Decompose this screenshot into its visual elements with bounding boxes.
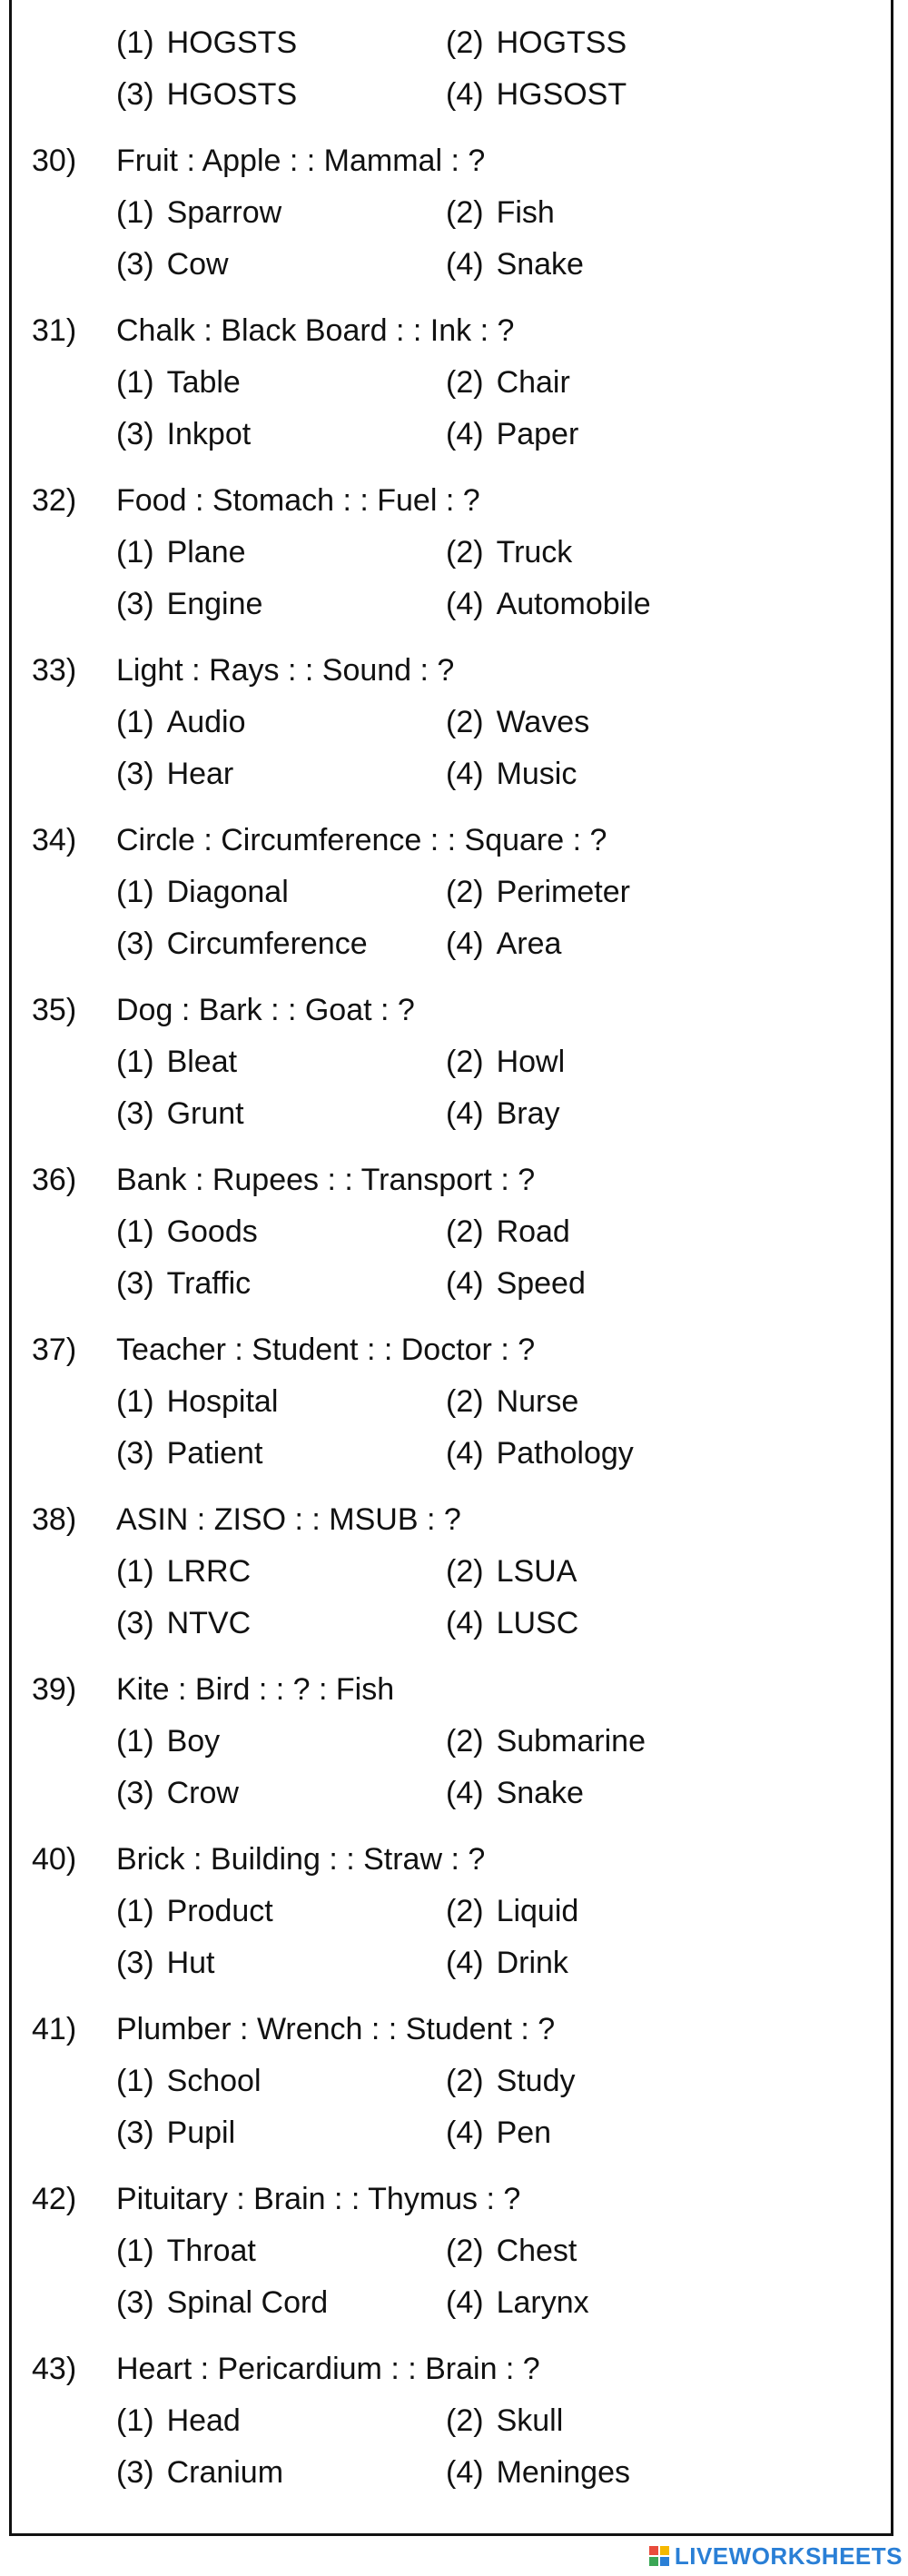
answer-option <box>116 2115 235 2151</box>
option-text: LRRC <box>166 1554 252 1589</box>
option-text: Nurse <box>496 1384 579 1419</box>
option-number: (4) <box>446 587 484 621</box>
question-number: 36) <box>32 1163 77 1197</box>
answer-option <box>446 416 578 452</box>
option-text: Paper <box>496 417 579 451</box>
option-row <box>12 25 891 61</box>
answer-option <box>446 2454 630 2491</box>
answer-option <box>116 534 246 570</box>
answer-option <box>446 1095 559 1132</box>
option-number: (4) <box>446 926 484 961</box>
option-number: (2) <box>446 1554 484 1589</box>
option-text: NTVC <box>166 1606 252 1640</box>
option-row <box>12 2403 891 2439</box>
answer-option <box>446 874 630 910</box>
option-number: (4) <box>446 1436 484 1471</box>
option-row <box>12 2284 891 2321</box>
option-number: (4) <box>446 417 484 451</box>
option-number: (1) <box>116 1384 154 1419</box>
option-number: (2) <box>446 2403 484 2438</box>
answer-option <box>446 1605 578 1641</box>
option-number: (2) <box>446 2064 484 2098</box>
option-text: HOGSTS <box>166 25 298 60</box>
option-text: Hut <box>166 1946 215 1980</box>
option-number: (4) <box>446 1946 484 1980</box>
option-number: (1) <box>116 2234 154 2268</box>
answer-option <box>446 1553 577 1590</box>
option-number: (4) <box>446 1776 484 1810</box>
option-number: (1) <box>116 1894 154 1928</box>
answer-option <box>446 1893 578 1929</box>
option-number: (2) <box>446 365 484 400</box>
option-text: Study <box>496 2064 576 2098</box>
answer-option <box>116 704 246 740</box>
question-row <box>12 1671 891 1708</box>
question-row <box>12 143 891 179</box>
option-row <box>12 586 891 622</box>
option-number: (2) <box>446 2234 484 2268</box>
option-number: (2) <box>446 1384 484 1419</box>
option-text: Goods <box>166 1214 258 1249</box>
option-text: Drink <box>496 1946 568 1980</box>
option-row <box>12 2063 891 2099</box>
answer-option <box>446 534 572 570</box>
question-text: Dog : Bark : : Goat : ? <box>116 993 415 1027</box>
answer-option <box>116 1553 251 1590</box>
option-row <box>12 1775 891 1811</box>
option-number: (4) <box>446 2115 484 2150</box>
option-text: Bray <box>496 1096 560 1131</box>
answer-option <box>446 2284 589 2321</box>
option-number: (4) <box>446 2285 484 2320</box>
question-row <box>12 1841 891 1878</box>
answer-option <box>446 1214 570 1250</box>
option-text: Perimeter <box>496 875 630 909</box>
answer-option <box>446 926 561 962</box>
question-number: 41) <box>32 2012 77 2046</box>
question-row <box>12 822 891 858</box>
option-text: HGSOST <box>496 77 627 112</box>
option-number: (3) <box>116 1776 154 1810</box>
option-text: Chair <box>496 365 570 400</box>
option-number: (4) <box>446 1266 484 1301</box>
option-row <box>12 1723 891 1759</box>
question-text: Pituitary : Brain : : Thymus : ? <box>116 2182 521 2216</box>
option-text: Product <box>166 1894 273 1928</box>
option-number: (3) <box>116 2115 154 2150</box>
option-number: (1) <box>116 1554 154 1589</box>
option-text: Spinal Cord <box>166 2285 329 2320</box>
option-row <box>12 2115 891 2151</box>
option-number: (2) <box>446 195 484 230</box>
option-row <box>12 926 891 962</box>
option-text: Engine <box>166 587 263 621</box>
option-text: School <box>166 2064 262 2098</box>
answer-option <box>116 2403 241 2439</box>
answer-option <box>116 1214 258 1250</box>
answer-option <box>116 1893 273 1929</box>
answer-option <box>116 586 262 622</box>
answer-option <box>446 2233 577 2269</box>
option-row <box>12 416 891 452</box>
option-number: (3) <box>116 1946 154 1980</box>
option-text: Skull <box>496 2403 564 2438</box>
question-number: 35) <box>32 993 77 1027</box>
question-text: Food : Stomach : : Fuel : ? <box>116 483 480 518</box>
question-number: 37) <box>32 1333 77 1367</box>
option-text: Larynx <box>496 2285 589 2320</box>
question-text: Fruit : Apple : : Mammal : ? <box>116 144 486 178</box>
option-row <box>12 1893 891 1929</box>
option-number: (3) <box>116 77 154 112</box>
option-row <box>12 1214 891 1250</box>
answer-option <box>116 2284 328 2321</box>
question-number: 42) <box>32 2182 77 2216</box>
option-row <box>12 1095 891 1132</box>
answer-option <box>446 194 555 231</box>
question-text: Brick : Building : : Straw : ? <box>116 1842 486 1877</box>
option-number: (1) <box>116 705 154 739</box>
option-number: (1) <box>116 2064 154 2098</box>
worksheet-frame <box>9 0 893 2536</box>
option-number: (3) <box>116 247 154 282</box>
answer-option <box>116 76 297 113</box>
option-text: Hear <box>166 757 234 791</box>
answer-option <box>116 2233 256 2269</box>
option-number: (2) <box>446 1894 484 1928</box>
option-text: Cranium <box>166 2455 284 2490</box>
option-number: (2) <box>446 535 484 570</box>
option-text: Submarine <box>496 1724 646 1759</box>
question-row <box>12 992 891 1028</box>
answer-option <box>446 1383 578 1420</box>
option-text: Grunt <box>166 1096 244 1131</box>
option-text: Snake <box>496 247 584 282</box>
option-text: Traffic <box>166 1266 252 1301</box>
option-row <box>12 1553 891 1590</box>
answer-option <box>446 1945 568 1981</box>
option-number: (4) <box>446 2455 484 2490</box>
question-text: Teacher : Student : : Doctor : ? <box>116 1333 536 1367</box>
question-row <box>12 482 891 519</box>
option-number: (2) <box>446 705 484 739</box>
option-text: Liquid <box>496 1894 579 1928</box>
liveworksheets-logo-icon <box>649 2546 669 2566</box>
question-number: 33) <box>32 653 77 688</box>
option-row <box>12 1945 891 1981</box>
answer-option <box>446 1265 586 1302</box>
option-number: (1) <box>116 1045 154 1079</box>
option-text: Pathology <box>496 1436 634 1471</box>
option-number: (4) <box>446 1606 484 1640</box>
option-text: Throat <box>166 2234 256 2268</box>
option-number: (3) <box>116 926 154 961</box>
question-row <box>12 1332 891 1368</box>
answer-option <box>116 874 289 910</box>
option-number: (4) <box>446 247 484 282</box>
option-text: Chest <box>496 2234 577 2268</box>
answer-option <box>116 1605 251 1641</box>
answer-option <box>446 2063 576 2099</box>
option-text: Crow <box>166 1776 239 1810</box>
option-number: (4) <box>446 757 484 791</box>
option-number: (1) <box>116 875 154 909</box>
answer-option <box>116 25 297 61</box>
answer-option <box>446 364 570 401</box>
option-text: Meninges <box>496 2455 630 2490</box>
option-number: (2) <box>446 1214 484 1249</box>
option-number: (1) <box>116 2403 154 2438</box>
question-row <box>12 2011 891 2047</box>
question-number: 32) <box>32 483 77 518</box>
option-text: Howl <box>496 1045 566 1079</box>
option-row <box>12 704 891 740</box>
option-text: Hospital <box>166 1384 279 1419</box>
option-text: LSUA <box>496 1554 577 1589</box>
option-text: Pen <box>496 2115 552 2150</box>
liveworksheets-logo <box>649 2543 903 2569</box>
answer-option <box>446 2403 563 2439</box>
option-text: Diagonal <box>166 875 289 909</box>
option-row <box>12 194 891 231</box>
option-number: (2) <box>446 1724 484 1759</box>
option-number: (3) <box>116 2285 154 2320</box>
option-text: Boy <box>166 1724 221 1759</box>
option-row <box>12 534 891 570</box>
option-number: (3) <box>116 1436 154 1471</box>
option-text: Audio <box>166 705 246 739</box>
option-row <box>12 246 891 282</box>
option-row <box>12 1383 891 1420</box>
option-number: (2) <box>446 1045 484 1079</box>
option-number: (3) <box>116 1606 154 1640</box>
question-row <box>12 652 891 689</box>
question-row <box>12 2181 891 2217</box>
option-text: Head <box>166 2403 241 2438</box>
question-number: 34) <box>32 823 77 857</box>
answer-option <box>116 926 368 962</box>
option-row <box>12 1435 891 1471</box>
option-text: Road <box>496 1214 570 1249</box>
question-text: Light : Rays : : Sound : ? <box>116 653 455 688</box>
answer-option <box>446 2115 551 2151</box>
answer-option <box>116 1095 244 1132</box>
question-text: ASIN : ZISO : : MSUB : ? <box>116 1502 461 1537</box>
option-number: (3) <box>116 1266 154 1301</box>
option-row <box>12 1605 891 1641</box>
option-text: Bleat <box>166 1045 238 1079</box>
option-number: (2) <box>446 25 484 60</box>
option-text: Music <box>496 757 577 791</box>
option-row <box>12 1044 891 1080</box>
option-text: Circumference <box>166 926 368 961</box>
answer-option <box>446 704 589 740</box>
question-number: 38) <box>32 1502 77 1537</box>
answer-option <box>446 1723 646 1759</box>
answer-option <box>116 1044 237 1080</box>
option-number: (1) <box>116 365 154 400</box>
option-text: Pupil <box>166 2115 236 2150</box>
answer-option <box>116 364 241 401</box>
option-text: Snake <box>496 1776 584 1810</box>
question-number: 31) <box>32 313 77 348</box>
option-text: Truck <box>496 535 573 570</box>
option-number: (3) <box>116 1096 154 1131</box>
answer-option <box>446 25 627 61</box>
option-text: Inkpot <box>166 417 252 451</box>
question-number: 39) <box>32 1672 77 1707</box>
question-text: Plumber : Wrench : : Student : ? <box>116 2012 556 2046</box>
answer-option <box>116 1945 214 1981</box>
answer-option <box>446 1435 634 1471</box>
answer-option <box>446 1044 565 1080</box>
answer-option <box>446 1775 584 1811</box>
option-number: (3) <box>116 417 154 451</box>
question-row <box>12 312 891 349</box>
answer-option <box>116 2063 262 2099</box>
option-row <box>12 364 891 401</box>
option-number: (2) <box>446 875 484 909</box>
option-number: (1) <box>116 25 154 60</box>
question-row <box>12 1162 891 1198</box>
question-number: 43) <box>32 2352 77 2386</box>
option-number: (3) <box>116 757 154 791</box>
option-row <box>12 2454 891 2491</box>
option-number: (4) <box>446 1096 484 1131</box>
option-row <box>12 76 891 113</box>
option-text: Waves <box>496 705 590 739</box>
option-text: HOGTSS <box>496 25 627 60</box>
option-text: Sparrow <box>166 195 282 230</box>
question-row <box>12 2351 891 2387</box>
option-text: Plane <box>166 535 246 570</box>
answer-option <box>446 756 577 792</box>
question-text: Kite : Bird : : ? : Fish <box>116 1672 395 1707</box>
option-number: (1) <box>116 1724 154 1759</box>
option-row <box>12 2233 891 2269</box>
option-text: HGOSTS <box>166 77 298 112</box>
option-number: (3) <box>116 2455 154 2490</box>
answer-option <box>116 1265 251 1302</box>
option-text: Table <box>166 365 241 400</box>
watermark-text: LIVEWORKSHEETS <box>674 2541 903 2570</box>
answer-option <box>116 2454 283 2491</box>
option-text: Fish <box>496 195 555 230</box>
answer-option <box>116 1383 278 1420</box>
answer-option <box>116 416 251 452</box>
option-row <box>12 874 891 910</box>
question-text: Circle : Circumference : : Square : ? <box>116 823 607 857</box>
option-row <box>12 1265 891 1302</box>
option-number: (1) <box>116 535 154 570</box>
option-number: (3) <box>116 587 154 621</box>
answer-option <box>446 246 584 282</box>
question-number: 40) <box>32 1842 77 1877</box>
answer-option <box>116 1775 239 1811</box>
option-number: (4) <box>446 77 484 112</box>
option-text: Patient <box>166 1436 263 1471</box>
question-text: Heart : Pericardium : : Brain : ? <box>116 2352 540 2386</box>
question-text: Chalk : Black Board : : Ink : ? <box>116 313 515 348</box>
option-row <box>12 756 891 792</box>
answer-option <box>116 246 229 282</box>
option-text: Area <box>496 926 562 961</box>
answer-option <box>116 194 281 231</box>
question-row <box>12 1501 891 1538</box>
answer-option <box>116 756 233 792</box>
question-text: Bank : Rupees : : Transport : ? <box>116 1163 536 1197</box>
answer-option <box>446 586 651 622</box>
option-text: Cow <box>166 247 229 282</box>
answer-option <box>446 76 627 113</box>
option-text: LUSC <box>496 1606 579 1640</box>
option-number: (1) <box>116 1214 154 1249</box>
question-number: 30) <box>32 144 77 178</box>
answer-option <box>116 1723 220 1759</box>
option-text: Speed <box>496 1266 586 1301</box>
option-text: Automobile <box>496 587 651 621</box>
option-number: (1) <box>116 195 154 230</box>
answer-option <box>116 1435 262 1471</box>
